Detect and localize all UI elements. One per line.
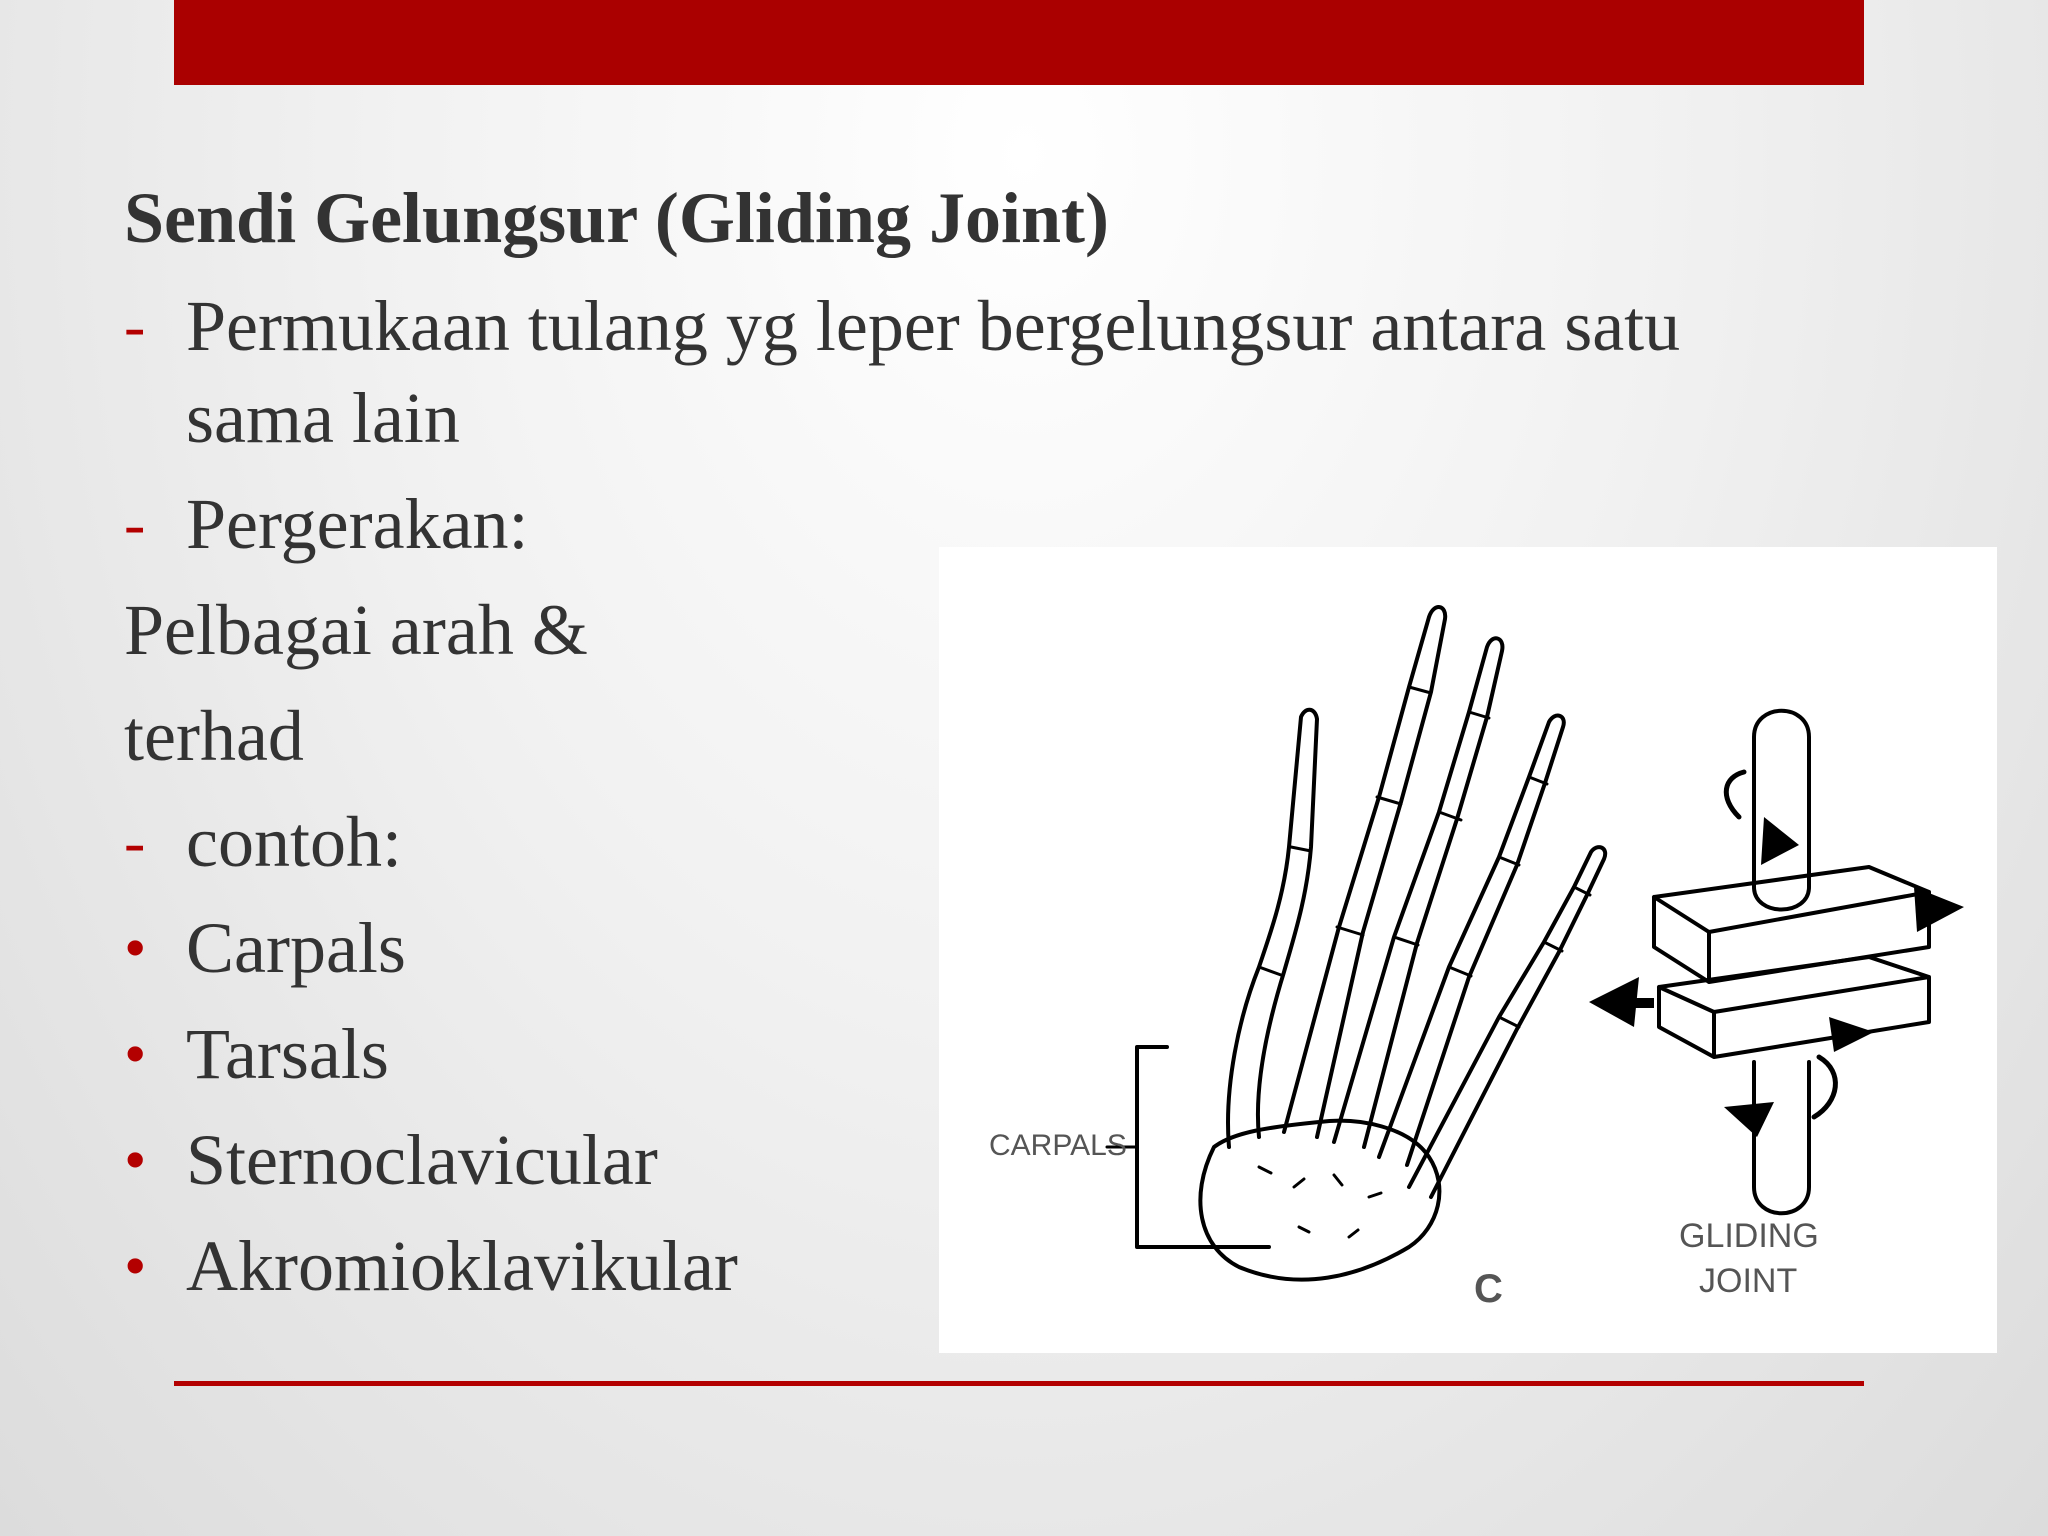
top-accent-bar bbox=[174, 0, 1864, 85]
bottom-divider bbox=[174, 1381, 1864, 1386]
item-text: contoh: bbox=[186, 802, 402, 882]
bullet-marker: • bbox=[124, 1018, 147, 1089]
dash-marker: - bbox=[124, 806, 146, 877]
bullet-marker: • bbox=[124, 1230, 147, 1301]
item-text: Permukaan tulang yg leper bergelungsur antara satu bbox=[186, 286, 1681, 366]
panel-letter-label: C bbox=[1474, 1267, 1503, 1311]
dash-item-surface bbox=[124, 280, 1884, 464]
right-arrow-shaft bbox=[1924, 901, 1944, 913]
item-text: Akromioklavikular bbox=[186, 1226, 738, 1306]
dash-marker: - bbox=[124, 488, 146, 559]
index-finger-joints bbox=[1337, 687, 1431, 935]
text-line-limited: terhad bbox=[124, 696, 304, 776]
bullet-marker: • bbox=[124, 1124, 147, 1195]
item-text-continued: sama lain bbox=[186, 378, 460, 458]
hand-skeleton-drawing bbox=[939, 547, 1997, 1353]
item-text: Sternoclavicular bbox=[186, 1120, 658, 1200]
left-arrow-shaft bbox=[1629, 998, 1654, 1008]
lower-block bbox=[1659, 957, 1929, 1057]
bullet-marker: • bbox=[124, 912, 147, 983]
lower-cylinder bbox=[1754, 1062, 1809, 1213]
upper-rotation-arrow bbox=[1726, 772, 1744, 817]
gliding-joint-illustration bbox=[939, 547, 1997, 1353]
carpals-label: CARPALS bbox=[989, 1129, 1127, 1162]
slide-heading: Sendi Gelungsur (Gliding Joint) bbox=[124, 178, 1109, 258]
item-text: Tarsals bbox=[186, 1014, 389, 1094]
gliding-joint-label-line1: GLIDING bbox=[1679, 1217, 1819, 1255]
ring-finger-joints bbox=[1449, 777, 1547, 976]
gliding-joint-label-line2: JOINT bbox=[1699, 1262, 1798, 1300]
dash-marker: - bbox=[124, 290, 146, 361]
lower-rotation-arrow bbox=[1814, 1057, 1835, 1117]
thumb-bone bbox=[1228, 710, 1317, 1147]
carpal-bone-detail bbox=[1259, 1167, 1381, 1237]
little-finger-joints bbox=[1499, 887, 1590, 1027]
lower-block-arrowhead bbox=[1829, 1017, 1874, 1052]
carpal-bones-outline bbox=[1200, 1121, 1439, 1280]
item-text: Carpals bbox=[186, 908, 406, 988]
lower-rotation-arrowhead bbox=[1724, 1102, 1774, 1137]
upper-rotation-arrowhead bbox=[1761, 817, 1799, 865]
text-line-direction: Pelbagai arah & bbox=[124, 590, 588, 670]
item-text: Pergerakan: bbox=[186, 484, 529, 564]
